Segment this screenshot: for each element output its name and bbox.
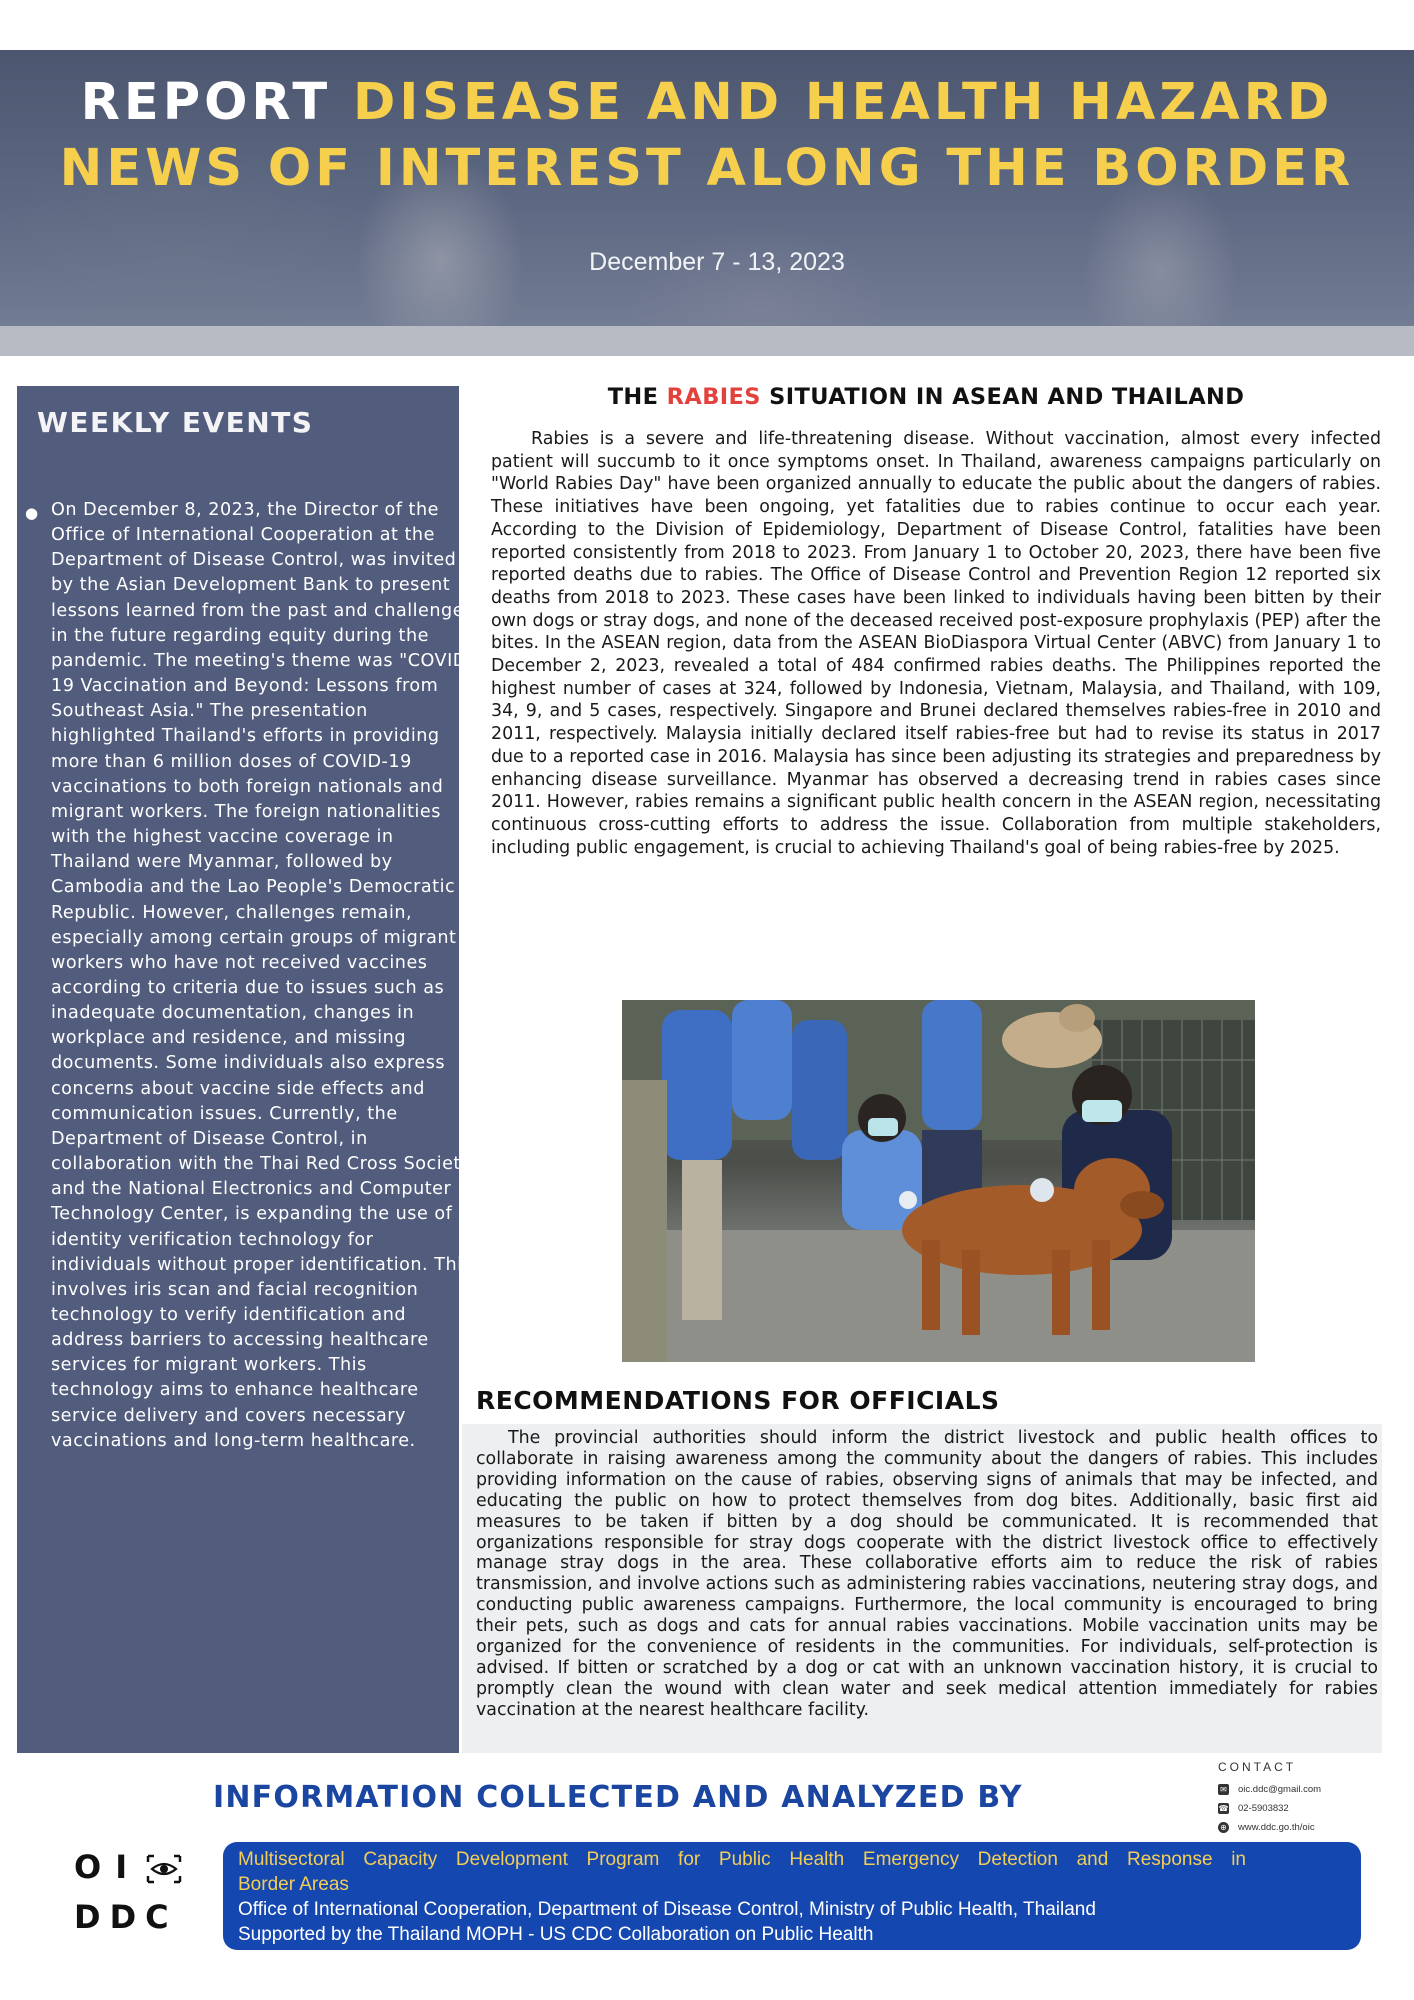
report-title-line1 <box>0 70 1414 136</box>
contact-block <box>1218 1760 1388 1837</box>
contact-website-row[interactable] <box>1218 1818 1388 1837</box>
weekly-events-heading: WEEKLY EVENTS <box>37 406 314 439</box>
contact-email-row[interactable] <box>1218 1780 1388 1799</box>
recommendations-body: The provincial authorities should inform the district livestock and public health offices to collaborate in raising awareness among the community about the dangers of rabies. This includes providing information on the cause of rabies, observing signs of animals that may be infected, and educating the public on how to protect themselves from dog bites. Additionally, basic first aid measures to be taken if bitten by a dog should be communicated. It is recommended that organizations responsible for stray dogs cooperate with the district livestock office to effectively manage stray dogs in the area. These collaborative efforts aim to reduce the risk of rabies transmission, and involve actions such as administering rabies vaccinations, neutering stray dogs, and conducting public awareness campaigns. Furthermore, the local community is encouraged to bring their pets, such as dogs and cats for annual rabies vaccinations. Mobile vaccination units may be organized for the convenience of residents in the communities. For individuals, self-protection is advised. If bitten or scratched by a dog or cat with an unknown vaccination history, it is crucial to promptly clean the wound with clean water and seek medical attention immediately for rabies vaccination at the nearest healthcare facility. <box>476 1428 1378 1720</box>
article-title <box>476 384 1376 410</box>
phone-icon: ☎ <box>1218 1804 1229 1813</box>
oic-ddc-logo <box>74 1848 194 1948</box>
report-title-word: REPORT <box>80 73 332 132</box>
contact-phone-row[interactable] <box>1218 1799 1388 1818</box>
weekly-events-panel <box>17 386 474 1753</box>
article-body: Rabies is a severe and life-threatening disease. Without vaccination, almost every infected patient will succumb to it once symptoms onset. In Thailand, awareness campaigns particularly on "World Rabies Day" have been organized annually to educate the public about the dangers of rabies. These initiatives have been ongoing, yet fatalities due to rabies continue to occur each year. According to the Division of Epidemiology, Department of Disease Control, fatalities have been reported consistently from 2018 to 2023. From January 1 to October 20, 2023, there have been five reported deaths due to rabies. The Office of Disease Control and Prevention Region 12 reported six deaths from 2018 to 2023. These cases have been linked to individuals having been bitten by their own dogs or stray dogs, and none of the deceased received post-exposure prophylaxis (PEP) after the bites. In the ASEAN region, data from the ASEAN BioDiaspora Virtual Center (ABVC) from January 1 to December 2, 2023, revealed a total of 484 confirmed rabies deaths. The Philippines reported the highest number of cases at 324, followed by Indonesia, Vietnam, Malaysia, and Thailand, with 109, 34, 9, and 5 cases, respectively. Singapore and Brunei declared themselves rabies-free in 2010 and 2011, respectively. Malaysia initially declared itself rabies-free but had to revise its status in 2017 due to a reported case in 2016. Malaysia has since been adjusting its strategies and preparedness by enhancing disease surveillance. Myanmar has observed a decreasing trend in rabies cases since 2011. However, rabies remains a significant public health concern in the ASEAN region, necessitating continuous cross-cutting efforts to address the issue. Collaboration from multiple stakeholders, including public engagement, is crucial to achieving Thailand's goal of being rabies-free by 2025. <box>491 429 1381 858</box>
footer-heading: INFORMATION COLLECTED AND ANALYZED BY <box>213 1780 1023 1815</box>
logo-text-ddc: DDC <box>74 1898 178 1936</box>
article-title-suffix: SITUATION IN ASEAN AND THAILAND <box>769 384 1245 410</box>
program-name-line1: Multisectoral Capacity Development Program for Public Health Emergency Detection and Response in <box>238 1849 1246 1870</box>
photo-illustration <box>622 1000 1255 1362</box>
banner-divider-strip <box>0 326 1414 356</box>
mail-icon: ✉ <box>1218 1784 1229 1795</box>
rabies-vaccination-photo <box>622 1000 1255 1362</box>
recommendations-heading: RECOMMENDATIONS FOR OFFICIALS <box>476 1386 1000 1415</box>
support-credit: Supported by the Thailand MOPH - US CDC Collaboration on Public Health <box>238 1924 874 1945</box>
header-banner <box>0 50 1414 326</box>
program-name-line2: Border Areas <box>238 1874 349 1895</box>
article-title-highlight: RABIES <box>666 384 761 410</box>
bullet-dot-icon: ● <box>25 504 39 522</box>
report-date: December 7 - 13, 2023 <box>589 248 845 276</box>
eye-icon <box>146 1854 182 1884</box>
contact-website[interactable]: www.ddc.go.th/oic <box>1238 1822 1315 1833</box>
logo-text-oi: OI <box>74 1848 142 1886</box>
contact-phone[interactable]: 02-5903832 <box>1238 1803 1289 1814</box>
contact-label: CONTACT <box>1218 1760 1297 1774</box>
article-title-prefix: THE <box>607 384 659 410</box>
report-title-highlight: DISEASE AND HEALTH HAZARD <box>352 73 1334 132</box>
contact-email[interactable]: oic.ddc@gmail.com <box>1238 1784 1322 1795</box>
office-name: Office of International Cooperation, Department of Disease Control, Ministry of Public Health, Thailand <box>238 1899 1096 1920</box>
report-title-line2: NEWS OF INTEREST ALONG THE BORDER <box>59 139 1355 198</box>
weekly-events-item: On December 8, 2023, the Director of the Office of International Cooperation at the Department of Disease Control, was invited by the Asian Development Bank to present lessons learned from the past and challenges in the future regarding equity during the pandemic. The meeting's theme was "COVID-19 Vaccination and Beyond: Lessons from Southeast Asia." The presentation highlighted Thailand's efforts in providing more than 6 million doses of COVID-19 vaccinations to both foreign nationals and migrant workers. The foreign nationalities with the highest vaccine coverage in Thailand were Myanmar, followed by Cambodia and the Lao People's Democratic Republic. However, challenges remain, especially among certain groups of migrant workers who have not received vaccines according to criteria due to issues such as inadequate documentation, changes in workplace and residence, and missing documents. Some individuals also express concerns about vaccine side effects and communication issues. Currently, the Department of Disease Control, in collaboration with the Thai Red Cross Society and the National Electronics and Computer Technology Center, is expanding the use of identity verification technology for individuals without proper identification. This involves iris scan and facial recognition technology to verify identification and address barriers to accessing healthcare services for migrant workers. This technology aims to enhance healthcare service delivery and covers necessary vaccinations and long-term healthcare. <box>51 500 474 1451</box>
globe-icon: ⊕ <box>1218 1822 1229 1833</box>
